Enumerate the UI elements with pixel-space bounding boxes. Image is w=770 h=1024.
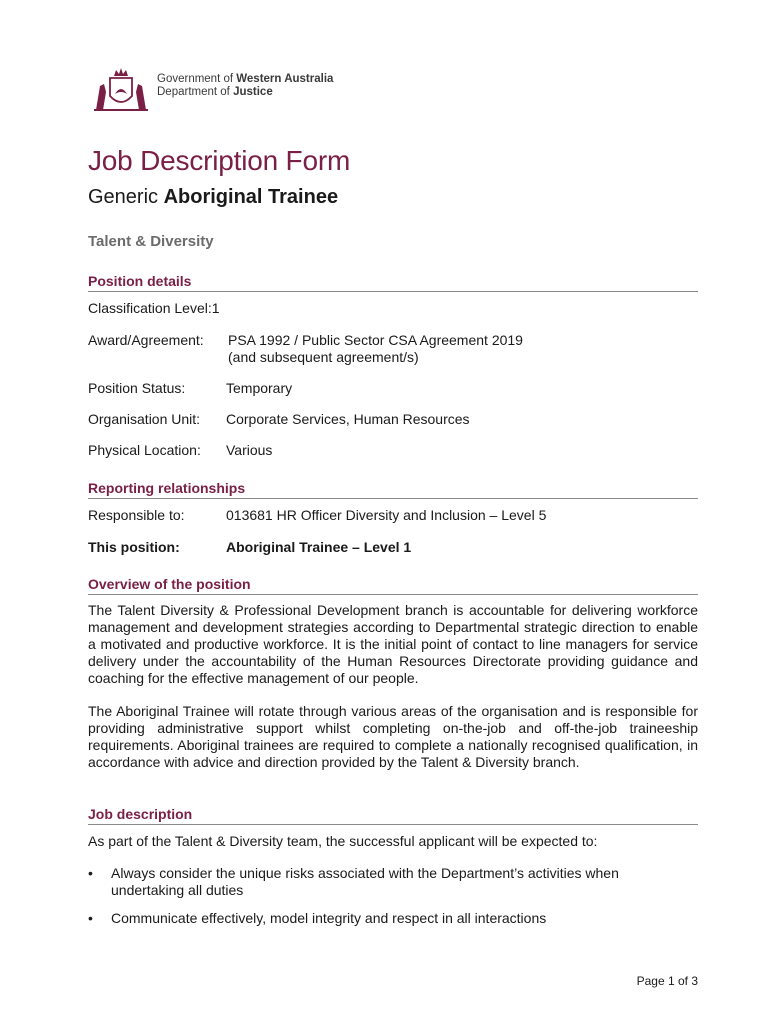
status-value: Temporary [226, 380, 293, 396]
this-position-label: This position: [88, 539, 180, 555]
section-heading-position-details: Position details [88, 273, 698, 292]
classification-row [88, 300, 220, 317]
bullet-glyph: • [88, 910, 93, 926]
list-item-text: Always consider the unique risks associated with the Department’s activities when undertaking all duties [111, 865, 619, 898]
responsible-value: 013681 HR Officer Diversity and Inclusion – Level 5 [226, 507, 547, 523]
award-value-line2: (and subsequent agreement/s) [228, 349, 419, 365]
job-description-intro: As part of the Talent & Diversity team, the successful applicant will be expected to: [88, 833, 598, 849]
subtitle-bold: Aboriginal Trainee [163, 186, 339, 208]
organisation-name [157, 73, 333, 99]
status-label: Position Status: [88, 380, 186, 396]
page-number: Page 1 of 3 [636, 974, 698, 988]
unit-label: Organisation Unit: [88, 411, 201, 427]
classification-label: Classification Level: [88, 300, 212, 316]
location-label: Physical Location: [88, 442, 201, 458]
section-heading-overview: Overview of the position [88, 576, 698, 595]
award-value-line1: PSA 1992 / Public Sector CSA Agreement 2019 [228, 332, 523, 348]
department-name: Talent & Diversity [88, 233, 214, 250]
page-title: Job Description Form [88, 145, 351, 176]
overview-paragraph-1: The Talent Diversity & Professional Development branch is accountable for delivering workforce management and development strategies according to Departmental strategic direction to enable a motivated and productive workforce. It is the initial point of contact to line managers for service delivery under the accountability of the Human Resources Directorate providing guidance and coaching for the effective management of our people. [88, 602, 698, 686]
location-value: Various [226, 442, 273, 458]
responsible-label: Responsible to: [88, 507, 185, 523]
section-heading-job-description: Job description [88, 806, 698, 825]
classification-value: 1 [211, 300, 220, 316]
bullet-glyph: • [88, 865, 93, 881]
org-line2-prefix: Department of [157, 86, 234, 98]
unit-value: Corporate Services, Human Resources [226, 411, 470, 427]
subtitle-prefix: Generic [88, 186, 164, 208]
section-heading-reporting: Reporting relationships [88, 480, 698, 499]
org-line1-prefix: Government of [157, 73, 237, 85]
org-line1-bold: Western Australia [236, 73, 334, 85]
this-position-value: Aboriginal Trainee – Level 1 [226, 539, 412, 555]
overview-paragraph-2: The Aboriginal Trainee will rotate through various areas of the organisation and is responsible for providing administrative support whilst completing on-the-job and off-the-job traineeship requirements. Aboriginal trainees are required to complete a nationally recognised qualification, in accordance with advice and direction provided by the Talent & Diversity branch. [88, 703, 698, 770]
list-item-text: Communicate effectively, model integrity and respect in all interactions [111, 910, 547, 926]
wa-government-crest-logo [90, 66, 152, 112]
page-subtitle [88, 186, 338, 209]
org-line2-bold: Justice [233, 86, 273, 98]
award-label: Award/Agreement: [88, 332, 204, 348]
